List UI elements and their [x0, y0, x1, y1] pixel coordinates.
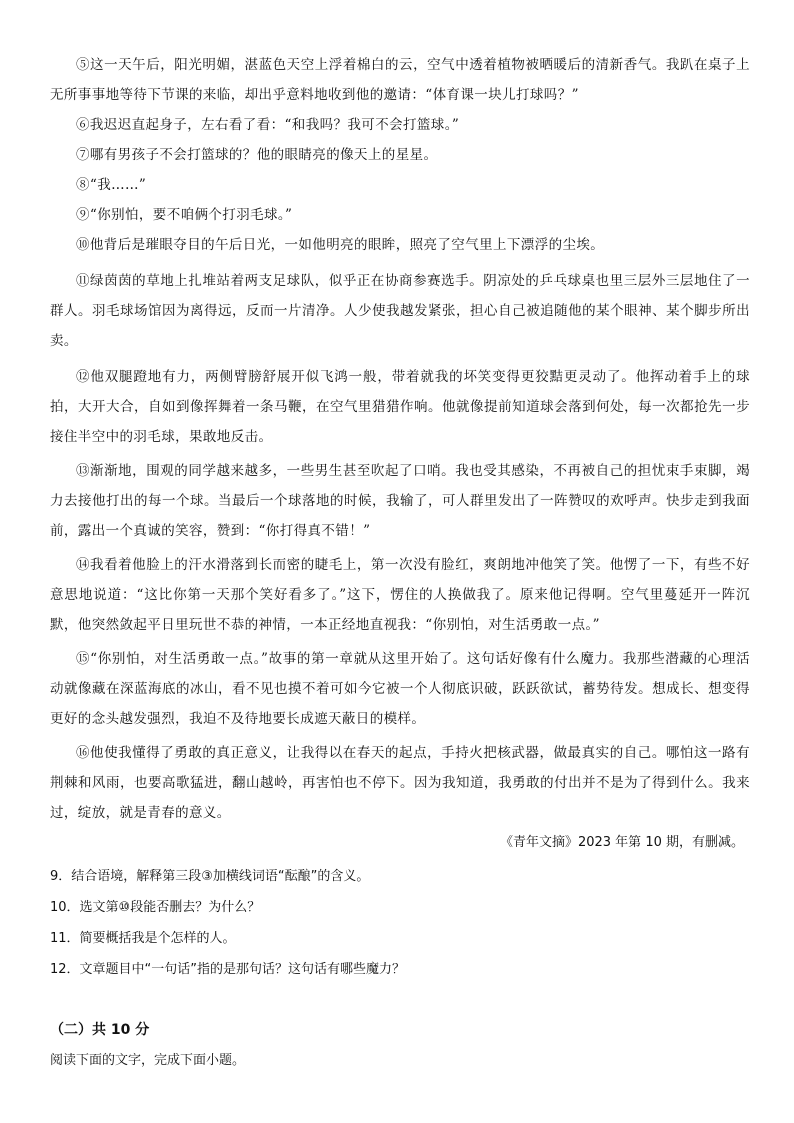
- question-10: 10．选文第⑩段能否删去？为什么？: [50, 900, 261, 915]
- paragraph-10: ⑩他背后是璀眼夺目的午后日光，一如他明亮的眼眸，照亮了空气里上下漂浮的尘埃。: [76, 237, 605, 253]
- question-11: 11．简要概括我是个怎样的人。: [50, 931, 236, 946]
- paragraph-13: ⑬渐渐地，围观的同学越来越多，一些男生甚至吹起了口哨。我也受其感染，不再被自己的担忧束手束脚，竭力去接他打出的每一个球。当最后一个球落地的时候，我输了，可人群里发出了一阵赞叹的欢呼声。快步走到我面前，露出一个真诚的笑容，赞到：“你打得真不错！”: [50, 463, 750, 539]
- question-12: 12．文章题目中“一句话”指的是那句话？这句话有哪些魔力？: [50, 962, 406, 977]
- source-citation: 《青年文摘》2023 年第 10 期，有删减。: [499, 835, 744, 850]
- question-9: 9．结合语境，解释第三段③加横线词语“酝酿”的含义。: [50, 869, 370, 884]
- paragraph-6: ⑥我迟迟直起身子，左右看了看：“和我吗？我可不会打篮球。”: [76, 117, 460, 133]
- paragraph-7: ⑦哪有男孩子不会打篮球的？他的眼睛亮的像天上的星星。: [76, 147, 438, 163]
- section-title: （二）共 10 分: [50, 1022, 150, 1038]
- paragraph-5: ⑤这一天午后，阳光明媚，湛蓝色天空上浮着棉白的云，空气中透着植物被晒暖后的清新香气。我趴在桌子上无所事事地等待下节课的来临，却出乎意料地收到他的邀请：“体育课一块儿打球吗？”: [50, 57, 750, 103]
- paragraph-14: ⑭我看着他脸上的汗水滑落到长而密的睫毛上，第一次没有脸红，爽朗地冲他笑了笑。他愣了一下，有些不好意思地说道：“这比你第一天那个笑好看多了。”这下，愣住的人换做我了。原来他记得啊。空气里蔓延开一阵沉默，他突然敛起平日里玩世不恭的神情，一本正经地直视我：“你别怕，对生活勇敢一点。”: [50, 557, 750, 633]
- paragraph-8: ⑧“我……”: [76, 177, 147, 193]
- reading-instruction: 阅读下面的文字，完成下面小题。: [50, 1053, 246, 1068]
- paragraph-16: ⑯他使我懂得了勇敢的真正意义，让我得以在春天的起点，手持火把核武器，做最真实的自己。哪怕这一路有荆棘和风雨，也要高歌猛进，翻山越岭，再害怕也不停下。因为我知道，我勇敢的付出并不是为了得到什么。我来过，绽放，就是青春的意义。: [50, 745, 750, 821]
- paragraph-9: ⑨“你别怕，要不咱俩个打羽毛球。”: [76, 207, 293, 223]
- paragraph-11: ⑪绿茵茵的草地上扎堆站着两支足球队，似乎正在协商参赛选手。阴凉处的乒乓球桌也里三层外三层地住了一群人。羽毛球场馆因为离得远，反而一片清净。人少使我越发紧张，担心自己被追随他的某个眼神、某个脚步所出卖。: [50, 273, 750, 349]
- paragraph-15: ⑮“你别怕，对生活勇敢一点。”故事的第一章就从这里开始了。这句话好像有什么魔力。我那些潜藏的心理活动就像藏在深蓝海底的冰山，看不见也摸不着可如今它被一个人彻底识破，跃跃欲试，蓄势待发。想成长、想变得更好的念头越发强烈，我迫不及待地要长成遮天蔽日的模样。: [50, 651, 750, 727]
- paragraph-12: ⑫他双腿蹬地有力，两侧臂膀舒展开似飞鸿一般，带着就我的坏笑变得更狡黠更灵动了。他挥动着手上的球拍，大开大合，自如到像挥舞着一条马鞭，在空气里猎猎作响。他就像提前知道球会落到何处，每一次都抢先一步接住半空中的羽毛球，果敢地反击。: [50, 369, 750, 445]
